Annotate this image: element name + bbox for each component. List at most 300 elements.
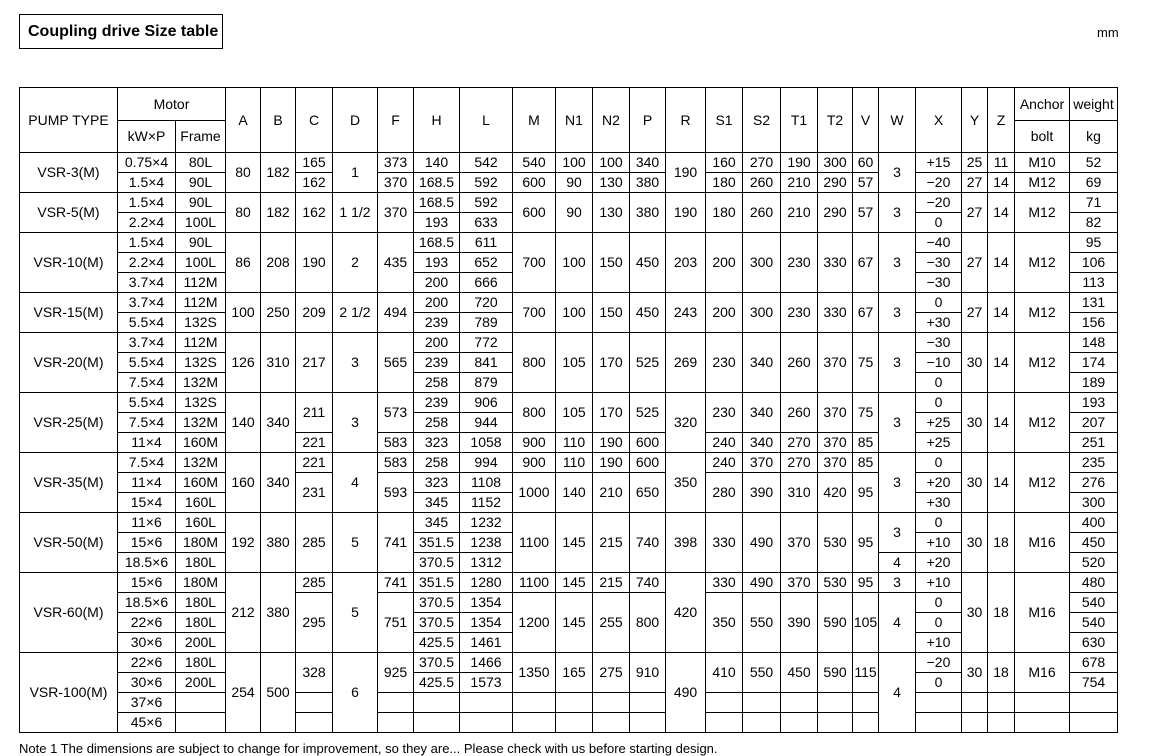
cell-s1: 280	[706, 473, 743, 513]
cell-n2: 255	[593, 593, 630, 653]
cell-m: 540	[513, 153, 556, 173]
cell-m: 1200	[513, 593, 556, 653]
col-n1: N1	[556, 88, 593, 153]
table-row	[20, 193, 1118, 213]
cell-a: 80	[226, 193, 261, 233]
cell-f: 583	[378, 433, 414, 453]
cell-z: 14	[988, 453, 1015, 513]
cell-r: 269	[666, 333, 706, 393]
cell-kw: 22×6	[118, 613, 176, 633]
cell-frame: 160L	[176, 493, 226, 513]
pump-type-cell: VSR-100(M)	[20, 653, 118, 733]
cell-l: 879	[460, 373, 513, 393]
cell-s1: 200	[706, 293, 743, 333]
cell-x	[916, 713, 962, 733]
cell-s1: 230	[706, 393, 743, 433]
cell-m: 1100	[513, 573, 556, 593]
pump-type-cell: VSR-3(M)	[20, 153, 118, 193]
cell-weight: 69	[1070, 173, 1118, 193]
cell-b: 182	[261, 193, 296, 233]
cell-v: 75	[853, 333, 879, 393]
cell-c: 162	[296, 193, 333, 233]
cell-f: 373	[378, 153, 414, 173]
cell-s2	[743, 713, 781, 733]
cell-x: −40	[916, 233, 962, 253]
cell-a: 86	[226, 233, 261, 293]
cell-kw: 1.5×4	[118, 233, 176, 253]
cell-weight: 678	[1070, 653, 1118, 673]
cell-n1: 105	[556, 393, 593, 433]
cell-n1: 165	[556, 653, 593, 693]
cell-l: 994	[460, 453, 513, 473]
cell-t2: 370	[818, 333, 853, 393]
cell-f: 565	[378, 333, 414, 393]
cell-r: 350	[666, 453, 706, 513]
cell-weight: 106	[1070, 253, 1118, 273]
cell-c: 328	[296, 653, 333, 693]
cell-kw: 5.5×4	[118, 313, 176, 333]
cell-x: −30	[916, 253, 962, 273]
cell-n2: 215	[593, 573, 630, 593]
cell-s1: 410	[706, 653, 743, 693]
cell-frame: 160M	[176, 433, 226, 453]
cell-x: 0	[916, 613, 962, 633]
cell-kw: 1.5×4	[118, 173, 176, 193]
cell-l: 1058	[460, 433, 513, 453]
cell-c	[296, 693, 333, 713]
cell-weight	[1070, 693, 1118, 713]
cell-s1: 330	[706, 573, 743, 593]
cell-m: 900	[513, 453, 556, 473]
cell-weight: 131	[1070, 293, 1118, 313]
cell-l: 611	[460, 233, 513, 253]
cell-n2: 275	[593, 653, 630, 693]
cell-v: 57	[853, 173, 879, 193]
pump-type-cell: VSR-50(M)	[20, 513, 118, 573]
cell-f: 370	[378, 173, 414, 193]
cell-frame: 112M	[176, 293, 226, 313]
cell-frame: 100L	[176, 253, 226, 273]
cell-x: +20	[916, 553, 962, 573]
pump-type-cell: VSR-5(M)	[20, 193, 118, 233]
cell-v: 67	[853, 293, 879, 333]
cell-h: 370.5	[414, 593, 460, 613]
cell-c: 162	[296, 173, 333, 193]
cell-x: +10	[916, 633, 962, 653]
cell-d: 3	[333, 333, 378, 393]
cell-h: 193	[414, 213, 460, 233]
cell-t2: 530	[818, 573, 853, 593]
table-row	[20, 513, 1118, 533]
cell-v: 115	[853, 653, 879, 693]
cell-weight: 174	[1070, 353, 1118, 373]
cell-s1: 240	[706, 453, 743, 473]
cell-x: −20	[916, 653, 962, 673]
cell-kw: 11×4	[118, 473, 176, 493]
cell-n2: 170	[593, 333, 630, 393]
cell-s2: 300	[743, 293, 781, 333]
cell-h: 351.5	[414, 533, 460, 553]
col-t2: T2	[818, 88, 853, 153]
cell-weight: 400	[1070, 513, 1118, 533]
cell-l: 1466	[460, 653, 513, 673]
cell-weight: 156	[1070, 313, 1118, 333]
cell-z: 14	[988, 333, 1015, 393]
cell-d: 1	[333, 153, 378, 193]
col-w: W	[879, 88, 916, 153]
cell-f	[378, 713, 414, 733]
cell-a: 254	[226, 653, 261, 733]
cell-c: 221	[296, 433, 333, 453]
cell-x: +20	[916, 473, 962, 493]
cell-v: 57	[853, 193, 879, 233]
cell-n2: 150	[593, 293, 630, 333]
cell-kw: 1.5×4	[118, 193, 176, 213]
cell-p: 340	[630, 153, 666, 173]
cell-v: 85	[853, 453, 879, 473]
cell-x: 0	[916, 593, 962, 613]
cell-weight: 251	[1070, 433, 1118, 453]
cell-f: 370	[378, 193, 414, 233]
cell-frame: 132S	[176, 353, 226, 373]
cell-c: 209	[296, 293, 333, 333]
table-header	[20, 88, 1118, 153]
cell-v: 95	[853, 473, 879, 513]
size-table	[19, 87, 1118, 733]
cell-p	[630, 713, 666, 733]
cell-l: 1573	[460, 673, 513, 693]
cell-n2	[593, 713, 630, 733]
cell-h: 258	[414, 453, 460, 473]
cell-kw: 5.5×4	[118, 393, 176, 413]
cell-anchor: M16	[1015, 513, 1070, 573]
cell-v	[853, 713, 879, 733]
col-p: P	[630, 88, 666, 153]
cell-h: 140	[414, 153, 460, 173]
cell-z: 18	[988, 653, 1015, 693]
cell-m: 1350	[513, 653, 556, 693]
cell-s1: 180	[706, 173, 743, 193]
cell-x: 0	[916, 293, 962, 313]
cell-y: 25	[962, 153, 988, 173]
cell-x: +25	[916, 413, 962, 433]
cell-weight: 540	[1070, 613, 1118, 633]
table-row	[20, 693, 1118, 713]
table-row	[20, 153, 1118, 173]
cell-d: 4	[333, 453, 378, 513]
cell-t1: 230	[781, 233, 818, 293]
cell-weight: 630	[1070, 633, 1118, 653]
cell-y: 30	[962, 573, 988, 653]
cell-frame: 180L	[176, 593, 226, 613]
cell-c	[296, 713, 333, 733]
cell-kw: 3.7×4	[118, 333, 176, 353]
cell-h: 323	[414, 433, 460, 453]
cell-b: 340	[261, 453, 296, 513]
cell-n2: 210	[593, 473, 630, 513]
cell-anchor: M12	[1015, 293, 1070, 333]
pump-type-cell: VSR-20(M)	[20, 333, 118, 393]
cell-l: 652	[460, 253, 513, 273]
col-l: L	[460, 88, 513, 153]
cell-s1: 160	[706, 153, 743, 173]
cell-s2: 260	[743, 193, 781, 233]
cell-kw: 2.2×4	[118, 253, 176, 273]
cell-n2: 190	[593, 433, 630, 453]
cell-n1: 100	[556, 233, 593, 293]
cell-t1: 450	[781, 653, 818, 693]
col-motor: Motor	[118, 88, 226, 121]
cell-h: 239	[414, 393, 460, 413]
cell-m: 700	[513, 233, 556, 293]
cell-h: 370.5	[414, 653, 460, 673]
cell-n1: 145	[556, 593, 593, 653]
cell-weight: 754	[1070, 673, 1118, 693]
cell-y: 27	[962, 293, 988, 333]
col-s2: S2	[743, 88, 781, 153]
col-v: V	[853, 88, 879, 153]
cell-frame: 80L	[176, 153, 226, 173]
cell-p	[630, 693, 666, 713]
cell-n1: 110	[556, 453, 593, 473]
cell-m	[513, 713, 556, 733]
col-z: Z	[988, 88, 1015, 153]
cell-t2: 590	[818, 653, 853, 693]
table-row	[20, 293, 1118, 313]
cell-z: 14	[988, 293, 1015, 333]
cell-kw: 7.5×4	[118, 453, 176, 473]
cell-l: 789	[460, 313, 513, 333]
cell-t2: 290	[818, 173, 853, 193]
cell-f: 593	[378, 473, 414, 513]
cell-s2: 340	[743, 393, 781, 433]
cell-m: 1100	[513, 513, 556, 573]
cell-m: 800	[513, 333, 556, 393]
cell-h: 370.5	[414, 553, 460, 573]
table-row	[20, 473, 1118, 493]
cell-frame: 90L	[176, 233, 226, 253]
table-row	[20, 453, 1118, 473]
cell-w: 4	[879, 553, 916, 573]
cell-frame: 160M	[176, 473, 226, 493]
cell-l: 841	[460, 353, 513, 373]
cell-b: 380	[261, 573, 296, 653]
cell-n1: 145	[556, 513, 593, 573]
cell-t1: 190	[781, 153, 818, 173]
cell-x: 0	[916, 513, 962, 533]
cell-p: 380	[630, 193, 666, 233]
col-n2: N2	[593, 88, 630, 153]
cell-f: 741	[378, 513, 414, 573]
cell-h	[414, 693, 460, 713]
cell-d: 5	[333, 573, 378, 653]
cell-s1: 180	[706, 193, 743, 233]
cell-c: 221	[296, 453, 333, 473]
cell-kw: 2.2×4	[118, 213, 176, 233]
col-x: X	[916, 88, 962, 153]
cell-w: 3	[879, 453, 916, 513]
cell-r: 490	[666, 653, 706, 733]
cell-s1: 350	[706, 593, 743, 653]
table-row	[20, 653, 1118, 673]
cell-x: 0	[916, 393, 962, 413]
cell-t1: 370	[781, 573, 818, 593]
cell-h: 323	[414, 473, 460, 493]
cell-v: 67	[853, 233, 879, 293]
cell-frame: 132M	[176, 413, 226, 433]
cell-kw: 7.5×4	[118, 373, 176, 393]
cell-h: 200	[414, 273, 460, 293]
cell-v: 95	[853, 573, 879, 593]
cell-frame: 112M	[176, 273, 226, 293]
cell-d: 3	[333, 393, 378, 453]
cell-s2	[743, 693, 781, 713]
cell-w: 3	[879, 153, 916, 193]
cell-anchor	[1015, 693, 1070, 713]
cell-kw: 3.7×4	[118, 293, 176, 313]
cell-kw: 15×4	[118, 493, 176, 513]
cell-t1: 390	[781, 593, 818, 653]
col-kwp: kW×P	[118, 121, 176, 153]
cell-h: 345	[414, 513, 460, 533]
cell-f	[378, 693, 414, 713]
cell-d: 2	[333, 233, 378, 293]
cell-c: 231	[296, 473, 333, 513]
cell-r: 190	[666, 153, 706, 193]
cell-weight: 540	[1070, 593, 1118, 613]
cell-a: 126	[226, 333, 261, 393]
cell-weight: 71	[1070, 193, 1118, 213]
cell-n2: 150	[593, 233, 630, 293]
cell-frame: 180L	[176, 653, 226, 673]
cell-y: 27	[962, 173, 988, 193]
cell-w: 3	[879, 293, 916, 333]
cell-h: 200	[414, 293, 460, 313]
pump-type-cell: VSR-60(M)	[20, 573, 118, 653]
cell-p: 650	[630, 473, 666, 513]
cell-frame: 200L	[176, 633, 226, 653]
cell-frame: 180M	[176, 533, 226, 553]
cell-weight: 189	[1070, 373, 1118, 393]
cell-p: 910	[630, 653, 666, 693]
page-title: Coupling drive Size table	[19, 14, 223, 49]
cell-f: 435	[378, 233, 414, 293]
pump-type-cell: VSR-15(M)	[20, 293, 118, 333]
table-row	[20, 433, 1118, 453]
cell-z: 18	[988, 513, 1015, 573]
cell-l	[460, 713, 513, 733]
table-row	[20, 593, 1118, 613]
cell-s2: 340	[743, 433, 781, 453]
table-body	[20, 153, 1118, 733]
col-r: R	[666, 88, 706, 153]
cell-c: 165	[296, 153, 333, 173]
cell-l: 1152	[460, 493, 513, 513]
cell-v	[853, 693, 879, 713]
cell-frame: 100L	[176, 213, 226, 233]
cell-f: 573	[378, 393, 414, 433]
cell-weight: 520	[1070, 553, 1118, 573]
cell-r: 190	[666, 193, 706, 233]
cell-t2: 370	[818, 453, 853, 473]
cell-p: 740	[630, 573, 666, 593]
cell-y	[962, 693, 988, 713]
cell-x: +25	[916, 433, 962, 453]
cell-v: 95	[853, 513, 879, 573]
table-row	[20, 173, 1118, 193]
cell-s1: 240	[706, 433, 743, 453]
cell-s2: 390	[743, 473, 781, 513]
cell-frame	[176, 693, 226, 713]
cell-x: 0	[916, 673, 962, 693]
cell-weight: 207	[1070, 413, 1118, 433]
cell-n1: 90	[556, 193, 593, 233]
table-row	[20, 233, 1118, 253]
cell-t2: 300	[818, 153, 853, 173]
cell-kw: 18.5×6	[118, 553, 176, 573]
col-s1: S1	[706, 88, 743, 153]
cell-kw: 30×6	[118, 673, 176, 693]
cell-l: 542	[460, 153, 513, 173]
cell-h: 258	[414, 373, 460, 393]
cell-l: 772	[460, 333, 513, 353]
col-a: A	[226, 88, 261, 153]
cell-t2: 370	[818, 393, 853, 433]
cell-z: 11	[988, 153, 1015, 173]
cell-l: 1232	[460, 513, 513, 533]
col-h: H	[414, 88, 460, 153]
cell-h: 258	[414, 413, 460, 433]
cell-t2: 590	[818, 593, 853, 653]
cell-b: 182	[261, 153, 296, 193]
cell-weight: 193	[1070, 393, 1118, 413]
cell-r: 398	[666, 513, 706, 573]
cell-weight: 480	[1070, 573, 1118, 593]
cell-p: 450	[630, 233, 666, 293]
cell-p: 525	[630, 393, 666, 433]
col-weight-unit: kg	[1070, 121, 1118, 153]
unit-label: mm	[1097, 25, 1119, 40]
cell-t2: 290	[818, 193, 853, 233]
cell-h: 168.5	[414, 173, 460, 193]
cell-t1: 260	[781, 393, 818, 433]
cell-anchor: M16	[1015, 573, 1070, 653]
cell-anchor: M12	[1015, 333, 1070, 393]
col-frame: Frame	[176, 121, 226, 153]
cell-kw: 18.5×6	[118, 593, 176, 613]
col-weight: weight	[1070, 88, 1118, 121]
cell-t2: 330	[818, 293, 853, 333]
cell-frame	[176, 713, 226, 733]
cell-l: 1280	[460, 573, 513, 593]
cell-y: 30	[962, 333, 988, 393]
cell-frame: 132S	[176, 393, 226, 413]
cell-r: 243	[666, 293, 706, 333]
cell-x: 0	[916, 373, 962, 393]
col-t1: T1	[781, 88, 818, 153]
cell-n2: 190	[593, 453, 630, 473]
cell-t1: 310	[781, 473, 818, 513]
cell-h: 168.5	[414, 233, 460, 253]
cell-f: 925	[378, 653, 414, 693]
cell-weight: 235	[1070, 453, 1118, 473]
cell-z: 18	[988, 573, 1015, 653]
cell-a: 160	[226, 453, 261, 513]
cell-c: 190	[296, 233, 333, 293]
cell-s1	[706, 693, 743, 713]
cell-z: 14	[988, 193, 1015, 233]
cell-z: 14	[988, 173, 1015, 193]
